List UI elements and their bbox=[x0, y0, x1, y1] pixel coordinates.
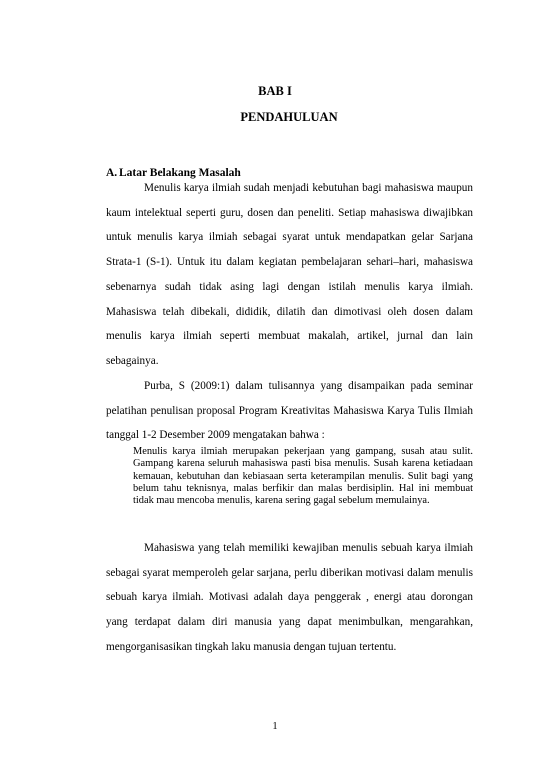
section-title: Latar Belakang Masalah bbox=[119, 167, 241, 179]
section-number: A. bbox=[106, 167, 118, 179]
page-number: 1 bbox=[272, 721, 278, 732]
body-paragraph: Purba, S (2009:1) dalam tulisannya yang disampaikan pada seminar pelatihan penulisan proposal Program Kreativitas Mahasiswa Karya Tulis Ilmiah tanggal 1-2 Desember 2009 mengatakan bahwa : bbox=[106, 380, 473, 442]
block-quote: Menulis karya ilmiah merupakan pekerjaan yang gampang, susah atau sulit. Gampang karena seluruh mahasiswa pasti bisa menulis. Susah karena ketiadaan kemauan, kebutuhan dan kebiasaan serta keterampilan menulis. Sulit bagi yang belum tahu teknisnya, malas berfikir dan malas berdisiplin. Hal ini membuat tidak mau mencoba menulis, karena sering gagal sebelum memulainya. bbox=[133, 446, 473, 507]
chapter-heading: BAB I bbox=[258, 84, 292, 98]
body-paragraph: Menulis karya ilmiah sudah menjadi kebutuhan bagi mahasiswa maupun kaum intelektual seperti guru, dosen dan peneliti. Setiap mahasiswa diwajibkan untuk menulis karya ilmiah sebagai syarat untuk mendapatkan gelar Sarjana Strata-1 (S-1). Untuk itu dalam kegiatan pembelajaran sehari–hari, mahasiswa sebenarnya sudah tidak asing lagi dengan istilah menulis karya ilmiah. Mahasiswa telah dibekali, dididik, dilatih dan dimotivasi oleh dosen dalam menulis karya ilmiah seperti membuat makalah, artikel, jurnal dan lain sebagainya. bbox=[106, 182, 473, 367]
chapter-title: PENDAHULUAN bbox=[240, 110, 338, 124]
body-paragraph: Mahasiswa yang telah memiliki kewajiban menulis sebuah karya ilmiah sebagai syarat memperoleh gelar sarjana, perlu diberikan motivasi dalam menulis sebuah karya ilmiah. Motivasi adalah daya penggerak , energi atau dorongan yang terdapat dalam diri manusia yang dapat menimbulkan, mengarahkan, mengorganisasikan tingkah laku manusia dengan tujuan tertentu. bbox=[106, 542, 473, 653]
